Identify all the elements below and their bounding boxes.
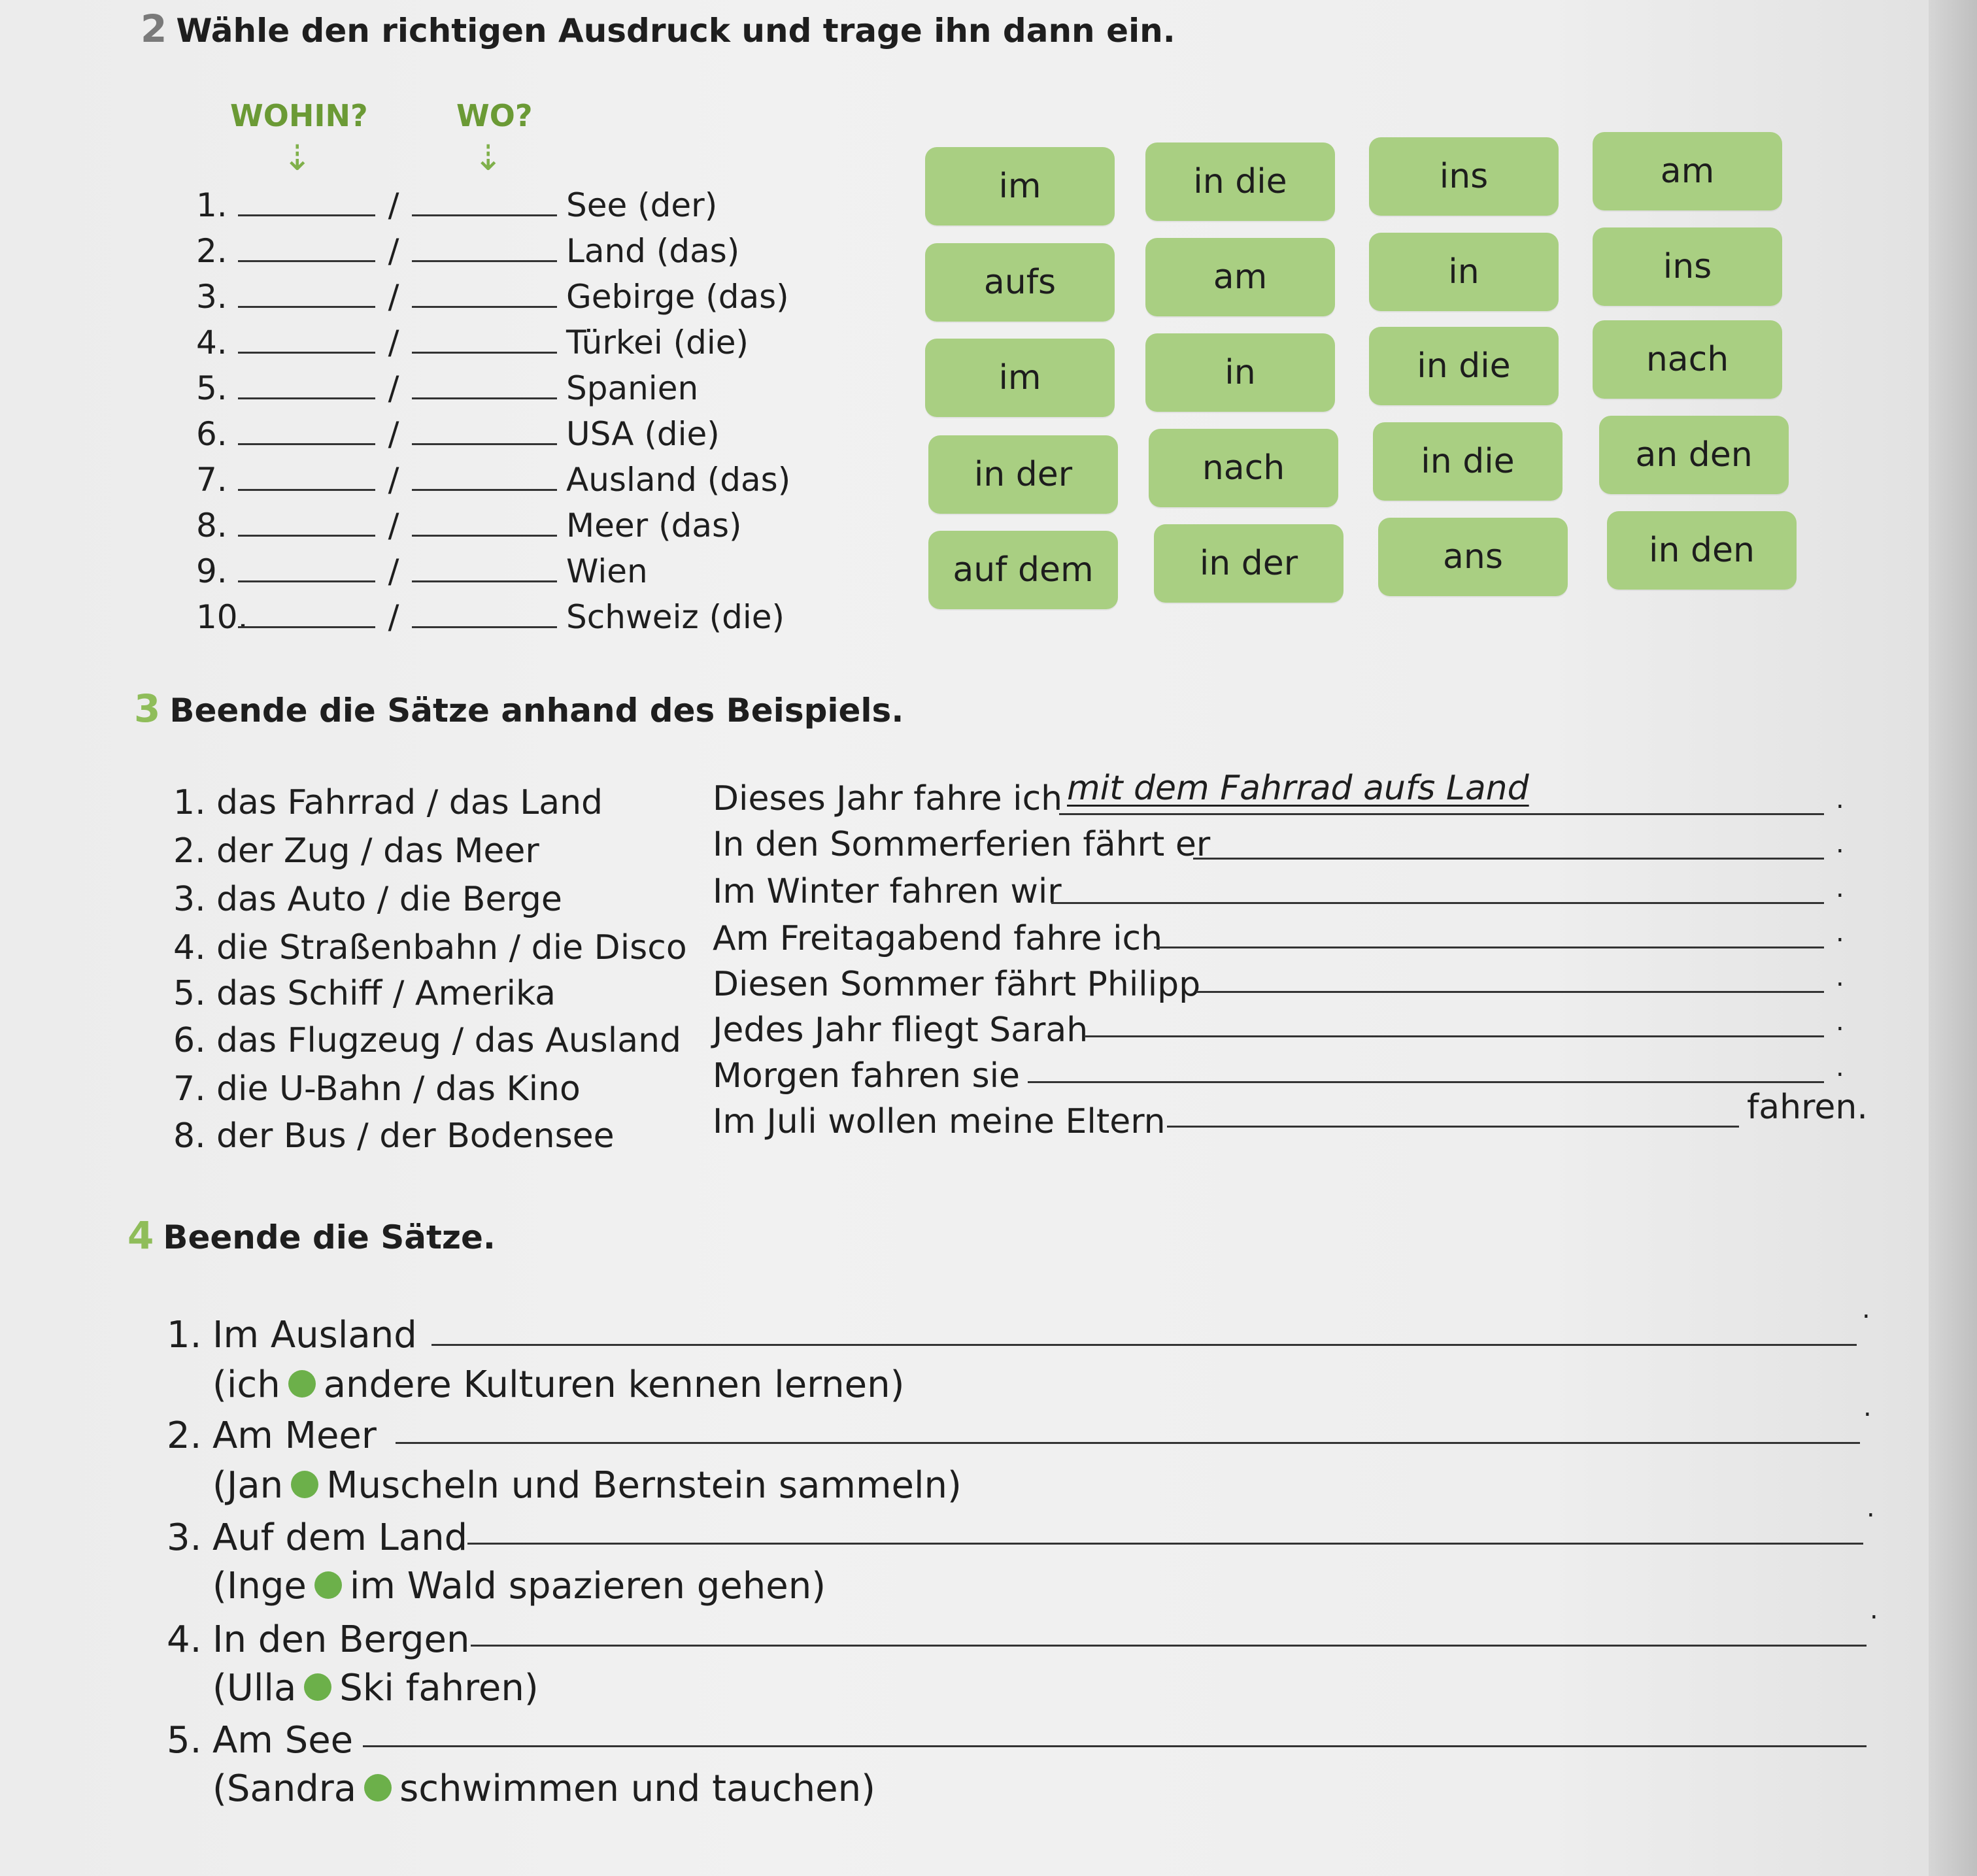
wo-blank[interactable] [412, 188, 557, 216]
row-number: 1. [196, 186, 228, 224]
option-chip[interactable]: ins [1593, 227, 1782, 306]
hint-subject: (Jan [212, 1464, 284, 1507]
column-heading-wo: WO? [456, 98, 533, 133]
wo-blank[interactable] [412, 280, 557, 308]
sentence-end: . [1862, 1294, 1870, 1324]
slash: / [388, 232, 399, 270]
option-chip[interactable]: an den [1599, 416, 1789, 494]
hint-text [212, 1767, 875, 1810]
slash: / [388, 598, 399, 636]
ex3-cue [173, 783, 603, 822]
row-number: 10. [196, 598, 248, 636]
option-chip[interactable]: in die [1145, 142, 1335, 221]
ex2-row [196, 369, 698, 409]
sentence-end: . [1836, 1007, 1844, 1037]
arrow-down-icon: ⇣ [282, 137, 313, 178]
sentence-end: . [1836, 873, 1844, 903]
hint-text [212, 1464, 962, 1507]
sentence-start: Im Ausland [212, 1314, 417, 1356]
slash: / [388, 507, 399, 544]
row-number: 1. [167, 1314, 202, 1356]
exercise-title: Wähle den richtigen Ausdruck und trage ihn dann ein. [176, 12, 1175, 50]
ex3-sentence: Morgen fahren sie [713, 1056, 1021, 1096]
hint-rest: schwimmen und tauchen) [399, 1767, 875, 1810]
exercise-3-heading [134, 686, 904, 731]
ex3-cue [173, 831, 539, 871]
wohin-blank[interactable] [238, 371, 375, 399]
cue-text: das Auto / die Berge [216, 880, 562, 919]
hint-subject: (Sandra [212, 1767, 357, 1810]
sentence-end: . [1836, 829, 1844, 859]
ex3-cue [173, 1021, 681, 1060]
exercise-number: 2 [141, 7, 167, 51]
row-number: 8. [196, 507, 228, 544]
slash: / [388, 324, 399, 361]
hint-text [212, 1667, 539, 1709]
ex2-row [196, 461, 790, 500]
exercise-title: Beende die Sätze anhand des Beispiels. [169, 692, 904, 729]
wo-blank[interactable] [412, 463, 557, 491]
arrow-down-icon: ⇣ [473, 137, 503, 178]
row-number: 5. [173, 974, 206, 1013]
option-chip[interactable]: im [925, 147, 1115, 226]
noun: See (der) [566, 186, 718, 224]
slash: / [388, 369, 399, 407]
cue-text: die Straßenbahn / die Disco [216, 928, 687, 967]
sentence-end: . [1836, 962, 1844, 992]
hint-subject: (Ulla [212, 1667, 297, 1709]
verb-position-dot-icon [304, 1673, 331, 1701]
wohin-blank[interactable] [238, 554, 375, 582]
option-chip[interactable]: am [1593, 132, 1782, 210]
exercise-title: Beende die Sätze. [163, 1218, 496, 1256]
ex4-row [167, 1516, 467, 1559]
option-chip[interactable]: in den [1607, 511, 1797, 590]
option-chip[interactable]: in der [928, 435, 1118, 514]
answer-line[interactable] [1028, 1081, 1824, 1083]
ex3-cue [173, 974, 556, 1013]
ex3-cue [173, 928, 687, 967]
example-answer: mit dem Fahrrad aufs Land [1067, 769, 1529, 808]
sentence-start: Am Meer [212, 1415, 377, 1457]
cue-text: das Fahrrad / das Land [216, 783, 603, 822]
ex4-row [167, 1719, 353, 1762]
ex2-row [196, 186, 717, 226]
row-number: 4. [173, 928, 206, 967]
slash: / [388, 186, 399, 224]
hint-rest: Muscheln und Bernstein sammeln) [326, 1464, 962, 1507]
noun: Türkei (die) [566, 324, 749, 361]
answer-line[interactable] [1154, 946, 1824, 948]
ex3-sentence: Dieses Jahr fahre ich [713, 779, 1063, 818]
verb-position-dot-icon [288, 1370, 316, 1398]
wohin-blank[interactable] [238, 280, 375, 308]
ex2-row [196, 232, 739, 271]
row-number: 1. [173, 783, 206, 822]
hint-subject: (ich [212, 1364, 280, 1406]
option-chip[interactable]: auf dem [928, 531, 1118, 609]
slash: / [388, 278, 399, 316]
ex2-row [196, 324, 749, 363]
answer-line[interactable] [431, 1344, 1857, 1346]
exercise-4-heading [127, 1213, 496, 1258]
wo-blank[interactable] [412, 417, 557, 445]
sentence-end: . [1867, 1493, 1875, 1523]
slash: / [388, 552, 399, 590]
verb-position-dot-icon [291, 1471, 318, 1498]
ex3-sentence: Jedes Jahr fliegt Sarah [713, 1011, 1089, 1050]
ex3-sentence: Am Freitagabend fahre ich [713, 919, 1163, 958]
verb-position-dot-icon [364, 1774, 392, 1801]
option-chip[interactable]: in der [1154, 524, 1343, 603]
answer-line[interactable] [1193, 858, 1824, 860]
noun: USA (die) [566, 415, 720, 453]
cue-text: der Bus / der Bodensee [216, 1116, 615, 1156]
answer-line[interactable] [1085, 1035, 1824, 1037]
ex3-sentence: Im Winter fahren wir [713, 872, 1062, 911]
option-chip[interactable]: im [925, 339, 1115, 417]
wo-blank[interactable] [412, 326, 557, 354]
row-number: 2. [167, 1415, 202, 1457]
wohin-blank[interactable] [238, 326, 375, 354]
ex3-sentence: Diesen Sommer fährt Philipp [713, 965, 1201, 1004]
exercise-number: 3 [134, 686, 161, 731]
answer-line[interactable] [363, 1745, 1867, 1747]
row-number: 2. [173, 831, 206, 871]
ex2-row [196, 598, 785, 637]
row-number: 3. [173, 880, 206, 919]
answer-line[interactable] [1051, 902, 1824, 904]
ex3-cue [173, 1069, 581, 1109]
wo-blank[interactable] [412, 509, 557, 537]
option-chip[interactable]: nach [1149, 429, 1338, 507]
exercise-2-heading [141, 7, 1175, 51]
sentence-end: fahren. [1747, 1088, 1868, 1127]
wohin-blank[interactable] [238, 234, 375, 262]
row-number: 4. [196, 324, 228, 361]
sentence-end: . [1836, 784, 1844, 814]
ex2-row [196, 415, 720, 454]
column-heading-wohin: WOHIN? [230, 98, 368, 133]
ex3-sentence: Im Juli wollen meine Eltern [713, 1102, 1166, 1141]
hint-rest: Ski fahren) [339, 1667, 539, 1709]
noun: Gebirge (das) [566, 278, 789, 316]
option-chip[interactable]: ans [1378, 518, 1568, 596]
row-number: 3. [196, 278, 228, 316]
ex2-row [196, 552, 648, 592]
sentence-end: . [1836, 1052, 1844, 1082]
noun: Schweiz (die) [566, 598, 785, 636]
answer-line[interactable] [471, 1645, 1867, 1647]
wo-blank[interactable] [412, 234, 557, 262]
row-number: 6. [173, 1021, 206, 1060]
sentence-end: . [1863, 1392, 1872, 1422]
wo-blank[interactable] [412, 600, 557, 628]
option-chip[interactable]: in die [1373, 422, 1563, 501]
option-chip[interactable]: aufs [925, 243, 1115, 322]
ex4-row [167, 1415, 377, 1457]
noun: Spanien [566, 369, 699, 407]
row-number: 3. [167, 1516, 202, 1559]
hint-text [212, 1565, 826, 1607]
answer-line[interactable] [1196, 991, 1824, 993]
option-chip[interactable]: in [1145, 333, 1335, 412]
option-chip[interactable]: ins [1369, 137, 1559, 216]
ex3-sentence: In den Sommerferien fährt er [713, 825, 1211, 864]
row-number: 8. [173, 1116, 206, 1156]
wo-blank[interactable] [412, 554, 557, 582]
option-chip[interactable]: am [1145, 238, 1335, 316]
row-number: 7. [173, 1069, 206, 1109]
sentence-end: . [1836, 918, 1844, 948]
row-number: 6. [196, 415, 228, 453]
row-number: 9. [196, 552, 228, 590]
slash: / [388, 461, 399, 499]
option-chip[interactable]: in die [1369, 327, 1559, 405]
book-binding [1929, 0, 1977, 1876]
hint-rest: im Wald spazieren gehen) [349, 1565, 826, 1607]
exercise-number: 4 [127, 1213, 154, 1258]
sentence-start: Auf dem Land [212, 1516, 468, 1559]
answer-line[interactable] [396, 1442, 1860, 1444]
sentence-start: Am See [212, 1719, 354, 1762]
hint-text [212, 1364, 904, 1406]
ex3-cue [173, 880, 562, 919]
sentence-start: In den Bergen [212, 1618, 470, 1661]
cue-text: das Flugzeug / das Ausland [216, 1021, 682, 1060]
cue-text: das Schiff / Amerika [216, 974, 556, 1013]
wohin-blank[interactable] [238, 509, 375, 537]
wohin-blank[interactable] [238, 417, 375, 445]
slash: / [388, 415, 399, 453]
wohin-blank[interactable] [238, 463, 375, 491]
hint-rest: andere Kulturen kennen lernen) [323, 1364, 905, 1406]
noun: Wien [566, 552, 648, 590]
option-chip[interactable]: nach [1593, 320, 1782, 399]
ex2-row [196, 507, 742, 546]
wo-blank[interactable] [412, 371, 557, 399]
sentence-end: . [1870, 1595, 1878, 1625]
row-number: 4. [167, 1618, 202, 1661]
cue-text: der Zug / das Meer [216, 831, 539, 871]
option-chip[interactable]: in [1369, 233, 1559, 311]
noun: Ausland (das) [566, 461, 791, 499]
verb-position-dot-icon [314, 1571, 342, 1599]
answer-line[interactable] [1059, 813, 1824, 815]
hint-subject: (Inge [212, 1565, 307, 1607]
answer-line[interactable] [1167, 1126, 1739, 1128]
row-number: 5. [196, 369, 228, 407]
wohin-blank[interactable] [238, 188, 375, 216]
row-number: 2. [196, 232, 228, 270]
ex4-row [167, 1314, 417, 1356]
row-number: 5. [167, 1719, 202, 1762]
ex4-row [167, 1618, 470, 1661]
wohin-blank[interactable] [238, 600, 375, 628]
noun: Meer (das) [566, 507, 742, 544]
noun: Land (das) [566, 232, 740, 270]
ex2-row [196, 278, 789, 317]
row-number: 7. [196, 461, 228, 499]
ex3-cue [173, 1116, 615, 1156]
answer-line[interactable] [467, 1543, 1863, 1545]
cue-text: die U-Bahn / das Kino [216, 1069, 581, 1109]
